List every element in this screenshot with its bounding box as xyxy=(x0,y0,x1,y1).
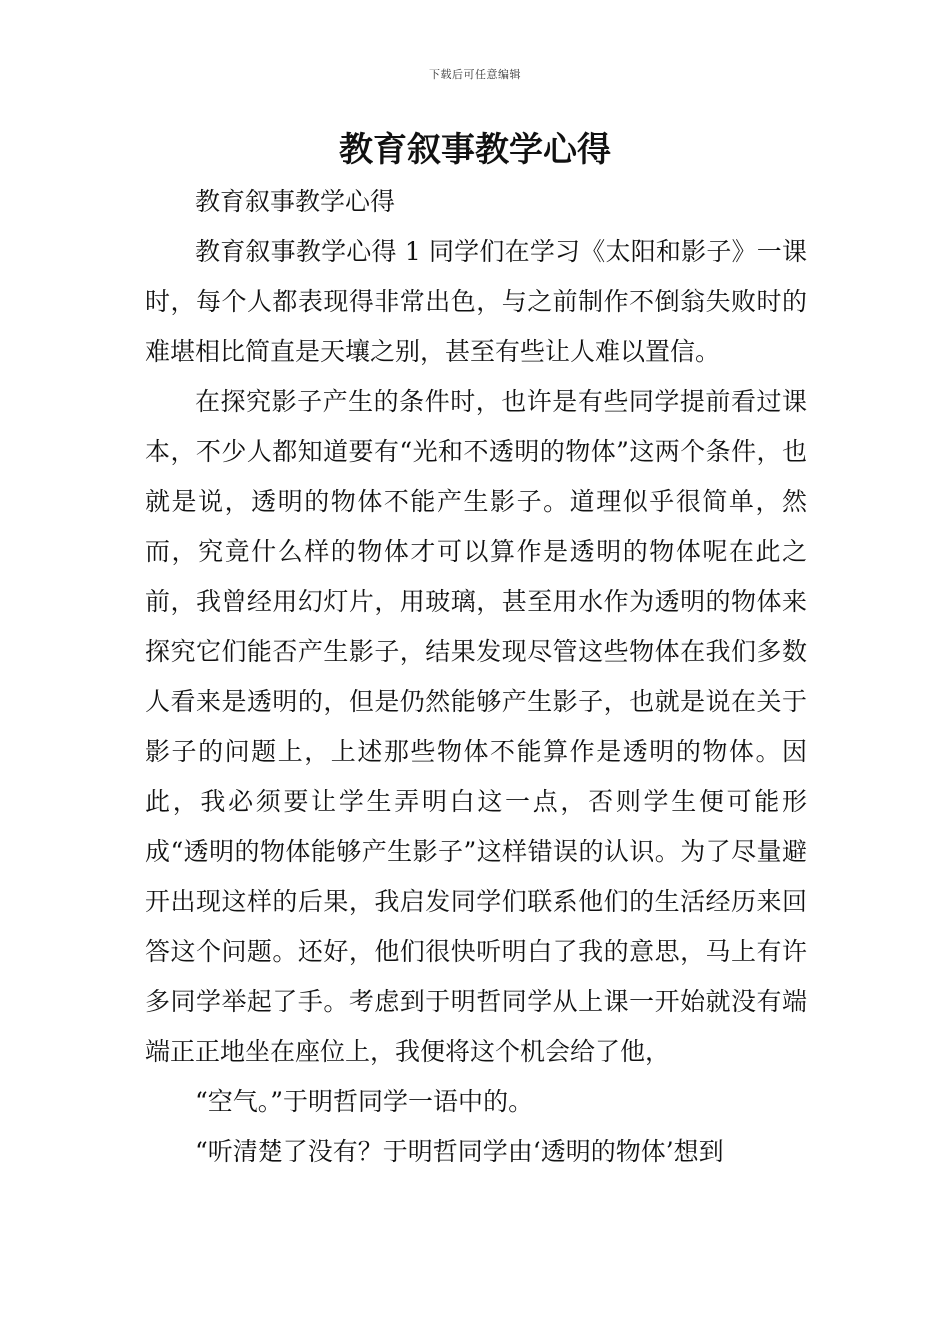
paragraph: “空气。”于明哲同学一语中的。 xyxy=(195,1087,534,1116)
header-note: 下载后可任意编辑 xyxy=(429,68,521,81)
document-body xyxy=(145,177,807,1177)
document-title: 教育叙事教学心得 xyxy=(339,130,611,170)
paragraph: 教育叙事教学心得 xyxy=(195,187,396,216)
paragraph: “听清楚了没有？于明哲同学由‘透明的物体’想到 xyxy=(195,1137,724,1166)
paragraph: 在探究影子产生的条件时，也许是有些同学提前看过课本，不少人都知道要有“光和不透明的物体”这两个条件，也就是说，透明的物体不能产生影子。道理似乎很简单，然而，究竟什么样的物体才可以算作是透明的物体呢在此之前，我曾经用幻灯片，用玻璃，甚至用水作为透明的物体来探究它们能否产生影子，结果发现尽管这些物体在我们多数人看来是透明的，但是仍然能够产生影子，也就是说在关于影子的问题上，上述那些物体不能算作是透明的物体。因此，我必须要让学生弄明白这一点，否则学生便可能形成“透明的物体能够产生影子”这样错误的认识。为了尽量避开出现这样的后果，我启发同学们联系他们的生活经历来回答这个问题。还好，他们很快听明白了我的意思，马上有许多同学举起了手。考虑到于明哲同学从上课一开始就没有端端正正地坐在座位上，我便将这个机会给了他， xyxy=(145,387,807,1066)
paragraph: 教育叙事教学心得 1 同学们在学习《太阳和影子》一课时，每个人都表现得非常出色，与之前制作不倒翁失败时的难堪相比简直是天壤之别，甚至有些让人难以置信。 xyxy=(145,237,807,366)
